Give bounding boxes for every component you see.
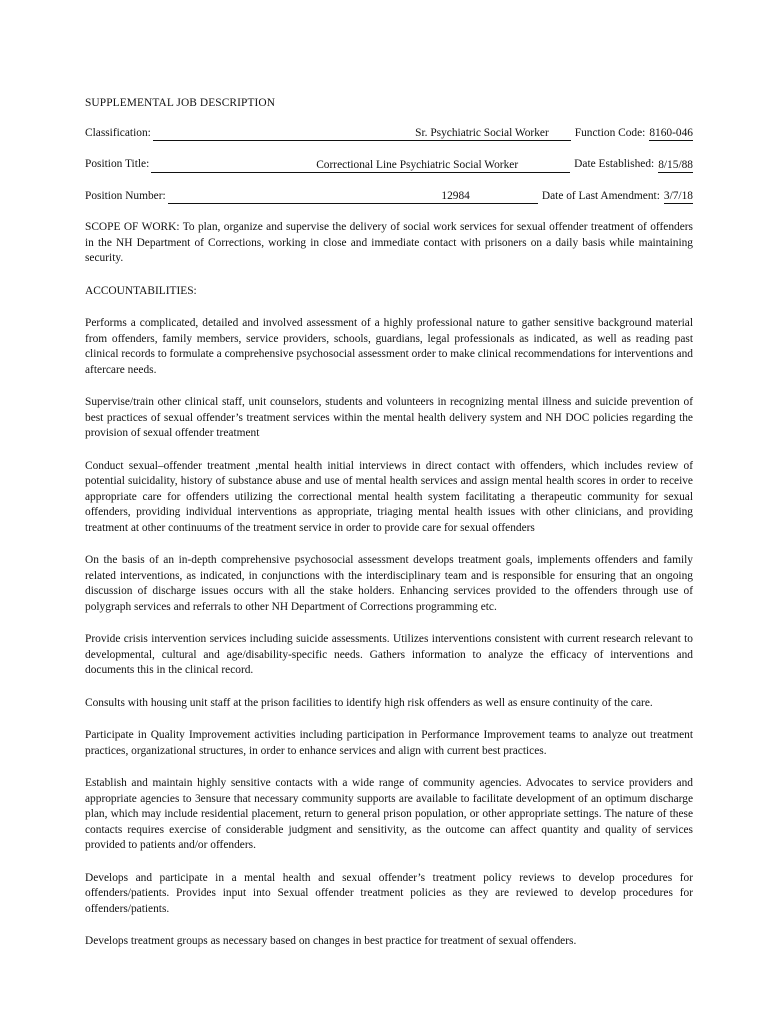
position-number-label: Position Number:	[85, 189, 166, 202]
document-title: SUPPLEMENTAL JOB DESCRIPTION	[85, 97, 276, 109]
classification-label: Classification:	[85, 126, 151, 139]
scope-of-work: SCOPE OF WORK: To plan, organize and supervise the delivery of social work services for sexual offender treatment of offenders in the NH Department of Corrections, working in close and immediate contact with prisoners on a daily basis while maintaining security.	[85, 221, 693, 264]
date-established-value: 8/15/88	[658, 158, 693, 171]
accountability-item: Provide crisis intervention services including suicide assessments. Utilizes interventions consistent with current research relevant to developmental, cultural and age/disability-specific needs. Gathers information to analyze the efficacy of interventions and documents this in the clinical record.	[85, 633, 693, 676]
position-title-value: Correctional Line Psychiatric Social Worker	[151, 159, 570, 173]
position-number-row	[85, 189, 693, 205]
accountabilities-heading: ACCOUNTABILITIES:	[85, 284, 197, 297]
accountability-item: Establish and maintain highly sensitive contacts with a wide range of community agencies. Advocates to service providers and appropriate agencies to 3ensure that necessary community supports are available to facilitate development of an optimum discharge plan, which may include residential placement, return to general prison population, or other appropriate settings. The nature of these contacts requires exercise of considerable judgment and sensitivity, as the outcome can affect quantity and quality of services provided to patients and/or offenders.	[85, 777, 693, 851]
date-amendment-label: Date of Last Amendment:	[541, 189, 660, 202]
document-page	[85, 96, 693, 967]
classification-row	[85, 126, 693, 142]
accountability-item: Consults with housing unit staff at the prison facilities to identify high risk offenders as well as ensure continuity of the care.	[85, 696, 653, 709]
accountability-item: Participate in Quality Improvement activities including participation in Performance Improvement teams to analyze out treatment practices, organizational structures, in order to enhance services and align with current best practices.	[85, 729, 693, 757]
classification-value: Sr. Psychiatric Social Worker	[153, 127, 571, 141]
date-established-label: Date Established:	[574, 158, 655, 170]
position-number-value: 12984	[168, 190, 538, 204]
accountability-item: Supervise/train other clinical staff, unit counselors, students and volunteers in recognizing mental illness and suicide prevention of best practices of sexual offender’s treatment services within the mental health delivery system and NH DOC policies regarding the provision of sexual offender treatment	[85, 396, 693, 439]
accountability-item: Develops and participate in a mental health and sexual offender’s treatment policy reviews to develop procedures for offenders/patients. Provides input into Sexual offender treatment policies as they are reviewed to develop procedures for offenders/patients.	[85, 871, 693, 915]
accountability-item: Performs a complicated, detailed and involved assessment of a highly professional nature to gather sensitive background material from offenders, family members, service providers, schools, guardians, legal professionals as indicated, as well as reading past clinical records to formulate a comprehensive psychosocial assessment order to make clinical recommendations for interventions and aftercare needs.	[85, 317, 693, 376]
position-title-row	[85, 157, 693, 173]
accountability-item: On the basis of an in-depth comprehensive psychosocial assessment develops treatment goals, implements offenders and family related interventions, as indicated, in conjunctions with the interdisciplinary team and is responsible for ensuring that an ongoing discussion of discharge issues occurs with all the stake holders. Enhancing services provided to the offenders through use of polygraph services and referrals to other NH Department of Corrections programming etc.	[85, 554, 693, 613]
function-code-value: 8160-046	[649, 127, 693, 139]
position-title-label: Position Title:	[85, 158, 150, 170]
accountability-item: Develops treatment groups as necessary based on changes in best practice for treatment of sexual offenders.	[85, 935, 577, 947]
date-amendment-value: 3/7/18	[663, 190, 693, 202]
accountability-item: Conduct sexual–offender treatment ,mental health initial interviews in direct contact with offenders, which includes review of potential suicidality, history of substance abuse and use of mental health services and assign mental health scores in order to receive appropriate care for offenders utilizing the correctional mental health system facilitating a therapeutic community for sexual offenders, providing individual interventions as appropriate, triaging mental health issues with other clinicians, and providing treatment at other continuums of the treatment service in order to provide care for sexual offenders	[85, 459, 693, 534]
function-code-label: Function Code:	[574, 126, 646, 139]
